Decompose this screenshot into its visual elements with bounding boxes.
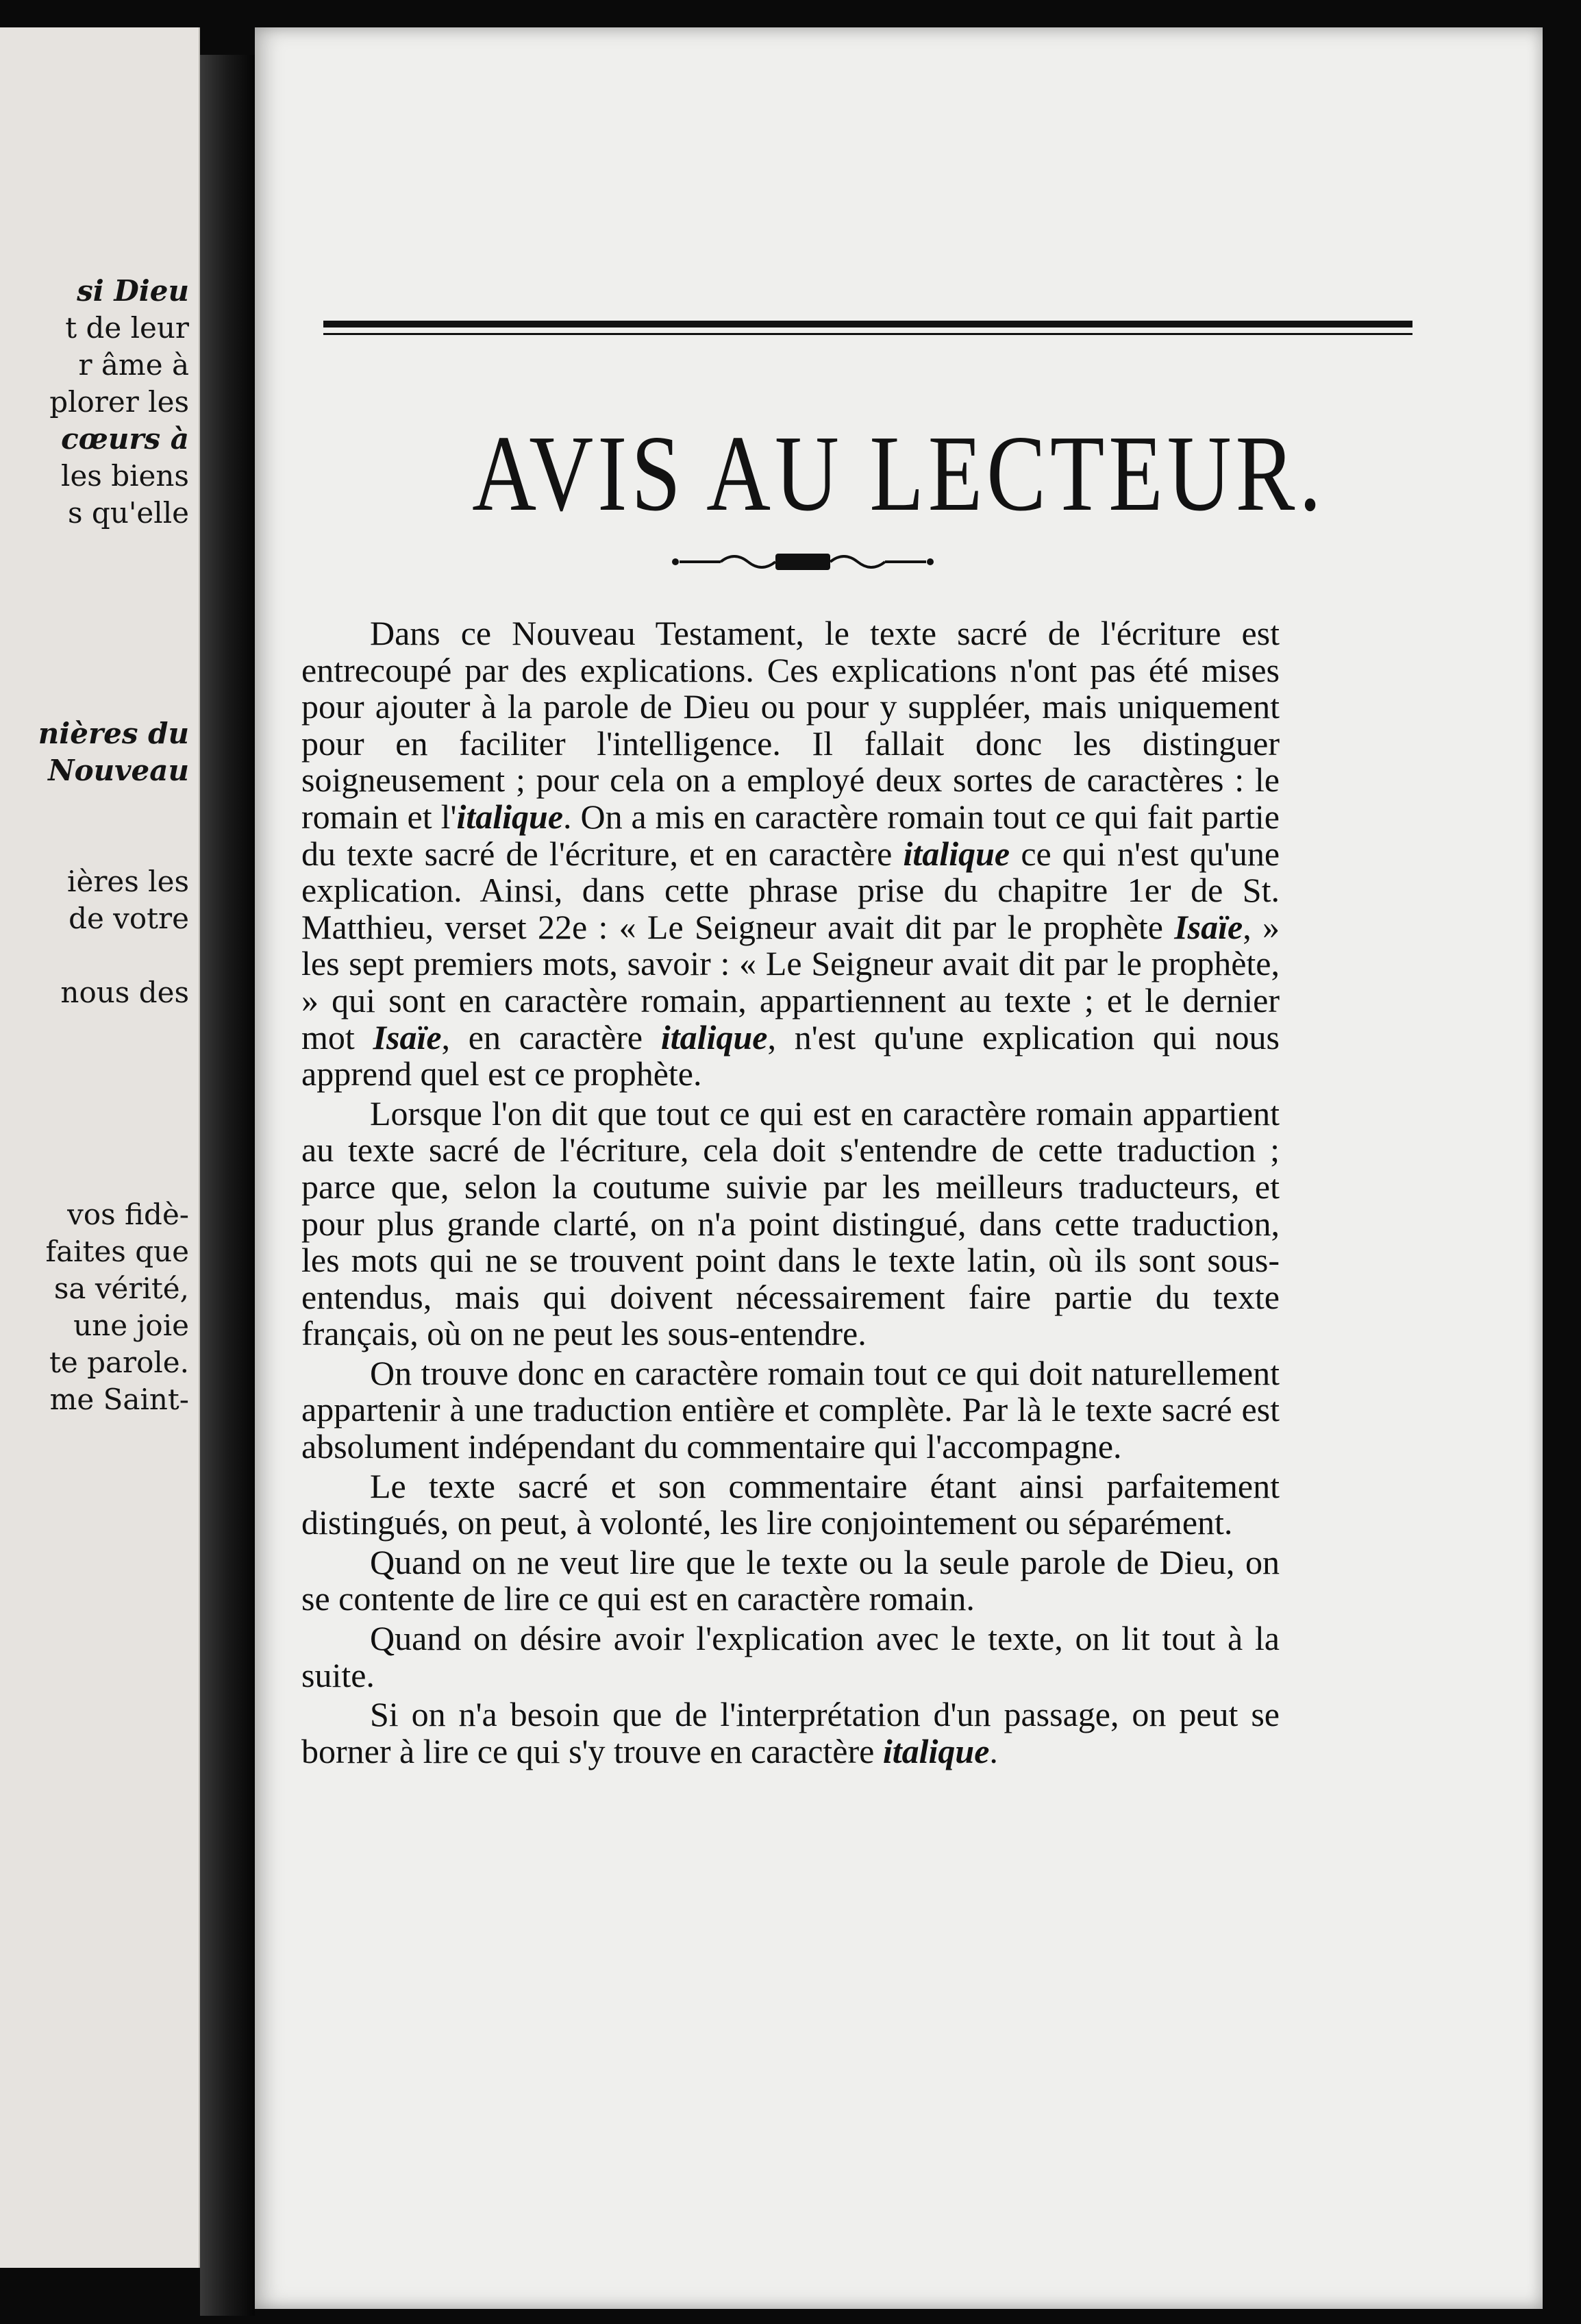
text-run: , » les sept premiers mots, savoir : « Le Seigneur avait dit par le prophète, » qui sont en caractère romain, appartiennent au texte ; et le dernier mot [301,907,1280,1056]
facing-page-line: Nouveau [48,754,189,787]
facing-page-line: de votre [69,902,189,935]
facing-page-line: une joie [73,1309,189,1342]
facing-page-line: faites que [45,1235,189,1268]
facing-page-line: si Dieu [77,274,189,308]
page [255,27,1543,2309]
ornament-divider [666,548,940,576]
facing-page [0,27,200,2268]
facing-page-line: ières les [67,865,189,898]
body-paragraph [301,1355,1280,1466]
body-text [301,615,1280,1772]
body-paragraph [301,1093,1280,1353]
facing-page-line: les biens [61,459,189,493]
italic-run: Isaïe [1174,907,1243,946]
facing-page-line: cœurs à [61,422,189,456]
facing-page-line: vos fidè- [67,1198,189,1231]
header-rule-thick [323,321,1412,327]
text-run: ce qui n'est qu'une explication. Ainsi, dans cette phrase prise du chapitre 1er de St. Matthieu, verset 22e : « Le Seigneur avait dit par le prophète [301,834,1280,946]
italic-run: italique [456,797,564,836]
facing-page-line: t de leur [65,311,189,345]
body-paragraph [301,1468,1280,1542]
book-gutter [200,55,255,2316]
italic-run: italique [903,834,1010,873]
text-run: , en caractère [441,1017,661,1056]
text-run: Si on n'a besoin que de l'interprétation d'un passage, on peut se borner à lire ce qui s'y trouve en caractère [301,1695,1280,1770]
text-run: Le texte sacré et son commentaire étant ainsi parfaitement distingués, on peut, à volonté, les lire conjointement ou séparément. [301,1466,1280,1542]
text-run: . [989,1731,998,1770]
body-paragraph [301,1620,1280,1694]
facing-page-line: s qu'elle [68,496,189,530]
text-run: Quand on désire avoir l'explication avec le texte, on lit tout à la suite. [301,1619,1280,1694]
body-paragraph [301,1696,1280,1770]
facing-page-line: r âme à [78,348,189,382]
facing-page-line: me Saint- [49,1383,189,1416]
facing-page-line: plorer les [49,385,189,419]
facing-page-line: nières du [38,717,189,750]
text-run: . On a mis en caractère romain tout ce qui fait partie du texte sacré de l'écriture, et en caractère [301,797,1280,873]
italic-run: Isaïe [373,1017,442,1056]
text-run: Lorsque l'on dit que tout ce qui est en caractère romain appartient au texte sacré de l'écriture, cela doit s'entendre de cette traduction ; parce que, selon la coutume suivie par les meilleurs traducteurs, et pour plus grande clarté, on n'a point distingué, dans cette traduction, les mots qui ne se trouvent point dans le texte latin, où ils sont sous-entendus, mais qui doivent nécessairement faire partie du texte français, où on ne peut les sous-entendre. [301,1093,1280,1353]
facing-page-line: sa vérité, [53,1272,189,1305]
text-run: Dans ce Nouveau Testament, le texte sacré de l'écriture est entrecoupé par des explications. Ces explications n'ont pas été mises pour ajouter à la parole de Dieu ou pour y suppléer, mais uniquement pour en faciliter l'intelligence. Il fallait donc les distinguer soigneusement ; pour cela on a employé deux sortes de caractères : le romain et l' [301,614,1280,836]
italic-run: italique [882,1731,990,1770]
header-rule-thin [323,333,1412,335]
text-run: , n'est qu'une explication qui nous apprend quel est ce prophète. [301,1017,1280,1093]
italic-run: italique [660,1017,768,1056]
facing-page-line: te parole. [49,1346,189,1379]
text-run: Quand on ne veut lire que le texte ou la seule parole de Dieu, on se contente de lire ce qui est en caractère romain. [301,1542,1280,1618]
body-paragraph [301,615,1280,1093]
body-paragraph [301,1544,1280,1618]
facing-page-line: nous des [60,976,189,1009]
text-run: On trouve donc en caractère romain tout ce qui doit naturellement appartenir à une traduction entière et complète. Par là le texte sacré est absolument indépendant du commentaire qui l'accompagne. [301,1353,1280,1466]
page-title: AVIS AU LECTEUR. [472,413,1325,534]
